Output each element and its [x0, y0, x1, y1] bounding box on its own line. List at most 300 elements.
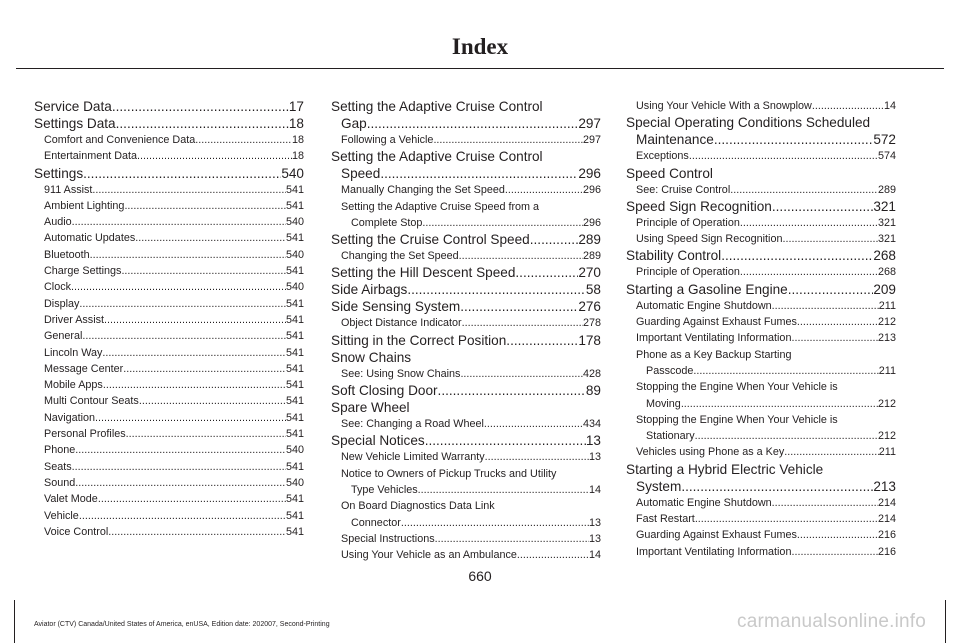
index-entry	[34, 393, 304, 409]
leader-dots	[367, 115, 579, 132]
index-entry	[34, 524, 304, 540]
index-entry-line	[636, 314, 896, 330]
index-entry-text: Manually Changing the Set Speed	[341, 184, 505, 197]
leader-dots	[788, 281, 874, 298]
leader-dots	[730, 182, 878, 198]
index-entry-text: Mobile Apps	[44, 379, 103, 392]
index-entry-line	[331, 281, 601, 298]
index-page-ref: 572	[873, 132, 896, 148]
index-page-ref: 13	[585, 433, 601, 449]
index-entry	[331, 466, 601, 499]
index-page-ref: 541	[285, 232, 304, 245]
index-entry-text: Sitting in the Correct Position	[331, 332, 507, 348]
index-entry-line	[636, 396, 896, 412]
leader-dots	[797, 314, 878, 330]
leader-dots	[71, 279, 286, 295]
index-entry-line	[44, 132, 304, 148]
index-entry	[34, 361, 304, 377]
index-entry-first-line: Stopping the Engine When Your Vehicle is	[636, 413, 838, 426]
index-page-ref: 296	[582, 184, 601, 197]
index-page-ref: 541	[285, 297, 304, 310]
leader-dots	[422, 215, 583, 231]
index-entry-text: Phone	[44, 444, 76, 457]
index-entry-text: Lincoln Way	[44, 346, 103, 359]
index-entry-line	[331, 115, 601, 132]
index-entry	[34, 115, 304, 132]
index-entry	[34, 230, 304, 246]
index-entry	[626, 281, 896, 298]
watermark: carmanualsonline.info	[737, 611, 927, 632]
index-entry	[331, 182, 601, 198]
index-entry-line	[44, 312, 304, 328]
index-entry	[626, 314, 896, 330]
index-entry-text: Charge Settings	[44, 265, 122, 278]
index-entry	[331, 547, 601, 563]
index-entry	[626, 379, 896, 412]
index-entry	[34, 312, 304, 328]
index-entry-line	[331, 298, 601, 315]
index-entry-first-line: Notice to Owners of Pickup Trucks and Utility	[341, 467, 557, 480]
leader-dots	[92, 182, 286, 198]
index-entry	[331, 416, 601, 432]
index-entry-line	[341, 515, 601, 531]
index-entry	[34, 247, 304, 263]
footer-edition-info: Aviator (CTV) Canada/United States of America, enUSA, Edition date: 202007, Second-Printing	[34, 621, 330, 628]
index-entry	[626, 495, 896, 511]
index-entry-line	[341, 182, 601, 198]
leader-dots	[772, 298, 879, 314]
index-page-ref: 540	[285, 444, 304, 457]
index-page-ref: 541	[285, 493, 304, 506]
index-entry-line	[341, 547, 601, 563]
index-entry	[34, 491, 304, 507]
leader-dots	[116, 115, 289, 132]
leader-dots	[425, 432, 586, 449]
index-entry-text: Stability Control	[626, 248, 722, 264]
index-entry	[331, 264, 601, 281]
index-page-ref: 540	[285, 476, 304, 489]
index-entry	[626, 247, 896, 264]
index-page-ref: 289	[877, 183, 896, 196]
index-entry	[331, 148, 601, 182]
leader-dots	[784, 444, 879, 460]
index-entry	[34, 296, 304, 312]
leader-dots	[515, 264, 578, 281]
index-entry-line	[341, 215, 601, 231]
index-page-ref: 211	[878, 446, 896, 459]
index-entry-line	[626, 281, 896, 298]
leader-dots	[462, 315, 583, 331]
index-entry-text: Speed Sign Recognition	[626, 198, 772, 214]
leader-dots	[98, 491, 286, 507]
index-entry-line	[626, 198, 896, 215]
index-entry-line	[44, 328, 304, 344]
index-entry	[34, 132, 304, 148]
leader-dots	[95, 410, 286, 426]
leader-dots	[782, 231, 878, 247]
index-entry	[34, 182, 304, 198]
index-entry-line	[44, 148, 304, 164]
index-page-ref: 289	[578, 232, 601, 248]
index-entry-line	[636, 215, 896, 231]
index-entry-text: See: Using Snow Chains	[341, 367, 461, 380]
index-entry-line	[636, 298, 896, 314]
index-entry-text: Audio	[44, 216, 72, 229]
leader-dots	[695, 511, 878, 527]
leader-dots	[433, 132, 583, 148]
index-entry-line	[44, 459, 304, 475]
index-entry-text: Principle of Operation	[636, 266, 740, 279]
index-entry	[331, 248, 601, 264]
index-entry-text: New Vehicle Limited Warranty	[341, 451, 485, 464]
index-entry-line	[626, 247, 896, 264]
index-page-ref: 214	[877, 496, 896, 509]
leader-dots	[82, 328, 286, 344]
leader-dots	[75, 475, 286, 491]
index-entry-text: Service Data	[34, 99, 112, 114]
index-entry	[626, 527, 896, 543]
index-page-ref: 541	[285, 362, 304, 375]
leader-dots	[102, 345, 286, 361]
index-entry-first-line: Starting a Hybrid Electric Vehicle	[626, 461, 824, 477]
index-page-ref: 212	[877, 397, 896, 410]
index-entry	[34, 426, 304, 442]
index-entry	[331, 231, 601, 248]
leader-dots	[380, 165, 578, 182]
leader-dots	[681, 478, 873, 495]
leader-dots	[460, 366, 583, 382]
index-page-ref: 296	[582, 216, 601, 229]
index-entry	[626, 148, 896, 164]
leader-dots	[401, 515, 589, 531]
index-entry-text: Clock	[44, 281, 71, 294]
page-title: Index	[451, 34, 509, 59]
index-entry-text: Valet Mode	[44, 493, 98, 506]
index-page-ref: 14	[588, 483, 601, 496]
index-entry-line	[636, 444, 896, 460]
index-page-ref: 13	[588, 516, 601, 529]
index-entry-text: Using Your Vehicle as an Ambulance	[341, 549, 517, 562]
index-entry-text: Ambient Lighting	[44, 199, 125, 212]
index-entry-text: System	[636, 478, 682, 494]
index-page-ref: 216	[877, 529, 896, 542]
index-entry	[626, 198, 896, 215]
index-entry	[626, 461, 896, 495]
index-entry-text: Personal Profiles	[44, 428, 126, 441]
index-entry-text: Principle of Operation	[636, 216, 740, 229]
index-page-ref: 17	[288, 99, 304, 114]
index-entry-text: Setting the Cruise Control Speed	[331, 232, 530, 248]
index-entry-line	[44, 214, 304, 230]
index-entry-text: Exceptions	[636, 150, 689, 163]
index-heading: Snow Chains	[331, 349, 412, 365]
index-entry-first-line: Stopping the Engine When Your Vehicle is	[636, 381, 838, 394]
index-entry-line	[341, 132, 601, 148]
index-entry	[626, 330, 896, 346]
leader-dots	[689, 148, 878, 164]
index-entry	[331, 432, 601, 449]
index-page-ref: 13	[588, 451, 601, 464]
index-column-3	[626, 98, 896, 560]
index-page-ref: 540	[281, 165, 304, 181]
index-page-ref: 434	[582, 418, 601, 431]
index-entry	[626, 98, 896, 114]
index-entry-text: Special Instructions	[341, 532, 435, 545]
index-entry-text: Setting the Hill Descent Speed	[331, 265, 516, 281]
leader-dots	[124, 198, 286, 214]
leader-dots	[681, 396, 878, 412]
index-entry-line	[636, 428, 896, 444]
index-entry	[34, 198, 304, 214]
index-page-ref: 216	[877, 545, 896, 558]
index-entry-line	[44, 426, 304, 442]
index-column-1	[34, 98, 304, 540]
index-entry-line	[44, 279, 304, 295]
index-entry-text: Soft Closing Door	[331, 383, 438, 399]
leader-dots	[104, 312, 286, 328]
index-page-ref: 297	[582, 134, 601, 146]
index-entry-text: Settings Data	[34, 116, 116, 131]
index-page-ref: 18	[291, 150, 304, 163]
leader-dots	[485, 449, 589, 465]
leader-dots	[83, 165, 281, 182]
index-page-ref: 268	[877, 266, 896, 279]
index-entry-line	[636, 264, 896, 280]
index-entry	[34, 459, 304, 475]
index-entry	[331, 281, 601, 298]
index-entry	[34, 328, 304, 344]
index-entry	[626, 215, 896, 231]
index-entry	[331, 132, 601, 148]
index-heading: Spare Wheel	[331, 400, 410, 416]
index-entry-first-line: Setting the Adaptive Cruise Control	[331, 149, 543, 165]
index-page-ref: 428	[582, 367, 601, 380]
index-page-ref: 278	[582, 317, 601, 330]
index-entry-text: Connector	[351, 516, 401, 529]
index-heading: Speed Control	[626, 165, 713, 181]
leader-dots	[79, 508, 286, 524]
index-page-ref: 541	[285, 460, 304, 473]
index-entry-text: Message Center	[44, 362, 124, 375]
index-entry-line	[331, 432, 601, 449]
index-entry-text: Navigation	[44, 411, 96, 424]
index-entry	[626, 264, 896, 280]
index-entry-line	[44, 491, 304, 507]
index-entry	[626, 544, 896, 560]
index-entry-text: General	[44, 330, 83, 343]
index-entry	[34, 263, 304, 279]
index-entry-line	[44, 263, 304, 279]
leader-dots	[121, 263, 286, 279]
leader-dots	[714, 131, 873, 148]
index-entry-line	[636, 511, 896, 527]
index-page-ref: 541	[285, 330, 304, 343]
index-entry-line	[341, 449, 601, 465]
index-entry-line	[341, 531, 601, 547]
leader-dots	[75, 442, 286, 458]
index-entry-text: Using Speed Sign Recognition	[636, 233, 783, 246]
index-entry-text: Gap	[341, 116, 367, 131]
index-entry	[331, 531, 601, 547]
index-entry	[34, 345, 304, 361]
index-entry	[626, 412, 896, 445]
index-entry	[331, 199, 601, 232]
leader-dots	[139, 393, 286, 409]
index-entry-text: Automatic Updates	[44, 232, 136, 245]
leader-dots	[72, 459, 286, 475]
index-entry	[626, 298, 896, 314]
index-entry-line	[341, 366, 601, 382]
index-entry-line	[44, 230, 304, 246]
index-entry-text: Voice Control	[44, 525, 109, 538]
index-entry	[626, 182, 896, 198]
index-page-ref: 541	[285, 428, 304, 441]
index-entry-first-line: Special Operating Conditions Scheduled	[626, 115, 871, 131]
crop-mark-right	[945, 600, 946, 643]
leader-dots	[484, 416, 583, 432]
index-entry-line	[34, 98, 304, 115]
leader-dots	[103, 377, 286, 393]
index-entry-line	[44, 247, 304, 263]
index-entry-line	[636, 330, 896, 346]
index-entry-line	[44, 508, 304, 524]
index-entry-text: Driver Assist	[44, 313, 104, 326]
index-page-ref: 270	[578, 265, 601, 281]
index-page-ref: 276	[578, 299, 601, 315]
index-entry-text: Important Ventilating Information	[636, 545, 792, 558]
index-entry	[626, 511, 896, 527]
index-entry	[626, 347, 896, 380]
leader-dots	[407, 281, 586, 298]
index-page-ref: 321	[873, 198, 896, 214]
index-entry-text: Speed	[341, 166, 381, 182]
index-entry-text: Multi Contour Seats	[44, 395, 139, 408]
index-entry-line	[34, 165, 304, 182]
index-entry-text: Side Sensing System	[331, 299, 461, 315]
index-entry	[331, 298, 601, 315]
index-entry-line	[44, 296, 304, 312]
index-entry-text: Using Your Vehicle With a Snowplow	[636, 100, 812, 112]
index-entry-line	[626, 478, 896, 495]
index-entry	[34, 377, 304, 393]
index-entry-text: Passcode	[646, 364, 694, 377]
index-page-ref: 541	[285, 183, 304, 196]
index-entry-line	[331, 382, 601, 399]
index-entry	[34, 410, 304, 426]
crop-mark-left	[14, 600, 15, 643]
index-page-ref: 14	[883, 100, 896, 112]
index-entry-line	[636, 98, 896, 114]
leader-dots	[79, 296, 286, 312]
index-entry	[34, 165, 304, 182]
index-entry	[331, 315, 601, 331]
index-entry-text: Following a Vehicle	[341, 134, 434, 146]
page-number: 660	[468, 568, 492, 584]
index-entry-text: See: Changing a Road Wheel	[341, 418, 484, 431]
index-page-ref: 209	[873, 281, 896, 297]
index-entry-text: Maintenance	[636, 132, 714, 148]
index-entry-text: Guarding Against Exhaust Fumes	[636, 529, 797, 542]
index-page-ref: 541	[285, 509, 304, 522]
index-page-ref: 321	[877, 216, 896, 229]
index-page-ref: 540	[285, 216, 304, 229]
index-entry-text: Automatic Engine Shutdown	[636, 496, 772, 509]
index-entry-text: Type Vehicles	[351, 483, 418, 496]
index-entry-text: Side Airbags	[331, 282, 408, 298]
index-page-ref: 541	[285, 199, 304, 212]
index-page-ref: 212	[877, 430, 896, 443]
index-entry-text: Vehicles using Phone as a Key	[636, 446, 785, 459]
leader-dots	[108, 524, 286, 540]
index-page-ref: 213	[877, 332, 896, 345]
index-page-ref: 540	[285, 248, 304, 261]
index-entry-line	[331, 332, 601, 349]
index-entry	[331, 498, 601, 531]
index-entry-line	[341, 416, 601, 432]
index-entry-text: See: Cruise Control	[636, 183, 731, 196]
index-entry-line	[34, 115, 304, 132]
index-entry-text: Seats	[44, 460, 72, 473]
index-entry-line	[636, 182, 896, 198]
index-entry-line	[44, 475, 304, 491]
index-page-ref: 541	[285, 265, 304, 278]
index-entry-line	[44, 345, 304, 361]
index-entry-text: Display	[44, 297, 80, 310]
leader-dots	[123, 361, 286, 377]
index-entry-line	[341, 482, 601, 498]
index-entry-line	[44, 377, 304, 393]
leader-dots	[435, 531, 589, 547]
index-entry-line	[636, 148, 896, 164]
leader-dots	[137, 148, 292, 164]
index-page-ref: 574	[877, 150, 896, 163]
index-entry	[331, 332, 601, 349]
index-entry-line	[44, 198, 304, 214]
index-entry	[331, 98, 601, 132]
index-page-ref: 89	[585, 383, 601, 399]
index-entry-text: Guarding Against Exhaust Fumes	[636, 316, 797, 329]
index-page-ref: 268	[873, 248, 896, 264]
index-page-ref: 214	[877, 513, 896, 526]
index-entry-line	[44, 361, 304, 377]
index-entry	[34, 442, 304, 458]
index-entry-line	[44, 182, 304, 198]
index-entry-text: Moving	[646, 397, 681, 410]
index-page-ref: 213	[873, 478, 896, 494]
index-entry-line	[636, 363, 896, 379]
leader-dots	[695, 428, 878, 444]
index-entry-text: Settings	[34, 165, 84, 181]
index-page-ref: 58	[585, 282, 601, 298]
index-page-ref: 541	[285, 346, 304, 359]
index-entry-text: Stationary	[646, 430, 695, 443]
index-page-ref: 14	[588, 549, 601, 562]
index-entry-first-line: On Board Diagnostics Data Link	[341, 500, 495, 513]
index-page-ref: 541	[285, 379, 304, 392]
index-entry-text: Automatic Engine Shutdown	[636, 299, 772, 312]
index-entry-line	[331, 231, 601, 248]
index-column-2	[331, 98, 601, 563]
index-entry	[331, 382, 601, 399]
index-page-ref: 541	[285, 525, 304, 538]
leader-dots	[506, 332, 578, 349]
leader-dots	[791, 544, 878, 560]
leader-dots	[505, 182, 583, 198]
index-entry-line	[636, 527, 896, 543]
index-entry	[34, 98, 304, 115]
index-entry	[626, 444, 896, 460]
index-entry-text: Vehicle	[44, 509, 79, 522]
